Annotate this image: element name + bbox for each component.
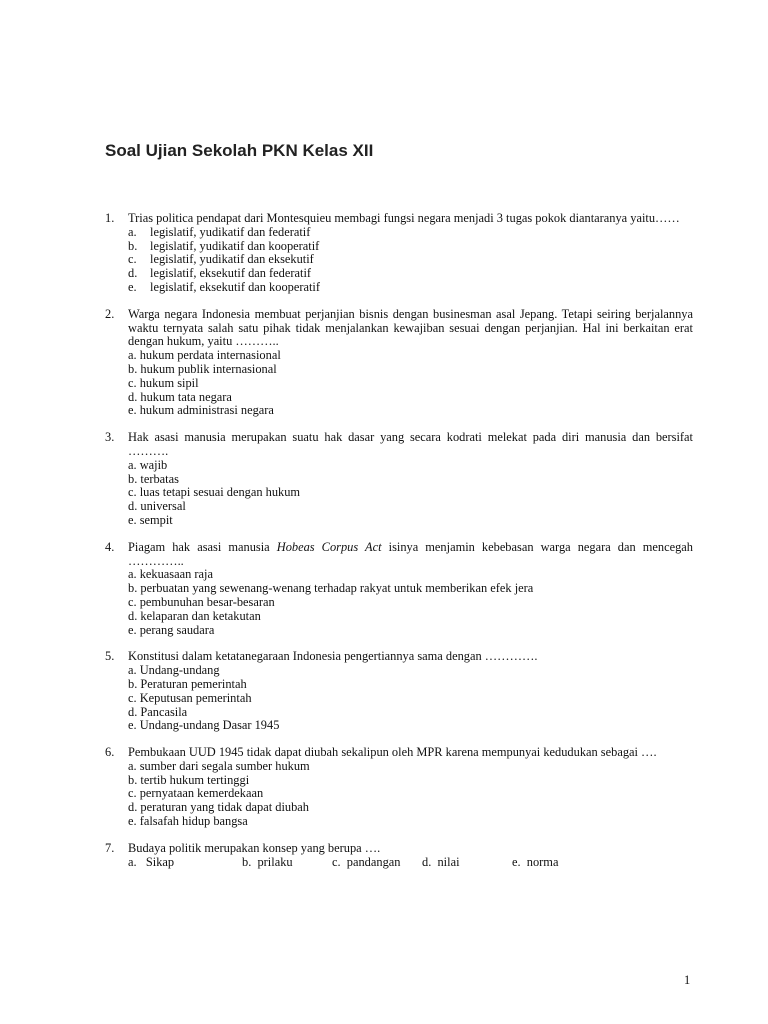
answer-option: d. peraturan yang tidak dapat diubah: [128, 800, 309, 815]
question-text-end: isinya menjamin kebebasan warga negara dan mencegah …………..: [128, 539, 694, 568]
answer-option: e. falsafah hidup bangsa: [128, 814, 248, 829]
answer-option: a. sumber dari segala sumber hukum: [128, 758, 310, 773]
answer-option: b. tertib hukum tertinggi: [128, 772, 250, 787]
answer-option: c. pernyataan kemerdekaan: [128, 786, 264, 801]
option-label: c.: [128, 252, 137, 267]
answer-option: e. perang saudara: [128, 622, 215, 637]
answer-option: c. pandangan: [332, 854, 401, 869]
answer-option: c. luas tetapi sesuai dengan hukum: [128, 485, 301, 500]
answer-option: b. perbuatan yang sewenang-wenang terhadap rakyat untuk memberikan efek jera: [128, 581, 534, 596]
question-number: 7.: [105, 840, 115, 855]
answer-option: c. Keputusan pemerintah: [128, 690, 252, 705]
answer-option: c. pembunuhan besar-besaran: [128, 594, 275, 609]
answer-option: d. hukum tata negara: [128, 389, 232, 404]
answer-options-row: [128, 856, 693, 870]
answer-option: [128, 253, 693, 267]
answer-option: e. norma: [512, 854, 559, 869]
answer-option: a. kekuasaan raja: [128, 567, 213, 582]
option-label: d.: [128, 266, 138, 281]
question-list: [105, 212, 693, 882]
question-text: Warga negara Indonesia membuat perjanjian bisnis dengan businesman asal Jepang. Tetapi seiring berjalannya waktu ternyata salah satu pihak tidak menjalankan kewajiban sesuai dengan perjanjian. Hal ini berkaitan erat dengan hukum, yaitu ………..: [128, 306, 693, 349]
question-text-start: Piagam hak asasi manusia: [128, 539, 277, 554]
question-number: 4.: [105, 539, 115, 554]
question-number: 3.: [105, 430, 115, 445]
option-text: legislatif, eksekutif dan federatif: [150, 266, 312, 281]
answer-option: b. Peraturan pemerintah: [128, 676, 247, 691]
answer-option: [128, 226, 693, 240]
answer-option: [128, 281, 693, 295]
question-5: [105, 650, 693, 733]
answer-option: [128, 240, 693, 254]
answer-option: c. hukum sipil: [128, 375, 199, 390]
answer-option: [128, 267, 693, 281]
question-text: Hak asasi manusia merupakan suatu hak dasar yang secara kodrati melekat pada diri manusia dan bersifat ……….: [128, 430, 693, 458]
question-text: Budaya politik merupakan konsep yang berupa ….: [128, 840, 381, 855]
answer-option: a. Sikap: [128, 854, 175, 869]
option-label: a.: [128, 224, 137, 239]
answer-option: d. Pancasila: [128, 704, 188, 719]
question-1: [105, 212, 693, 295]
answer-option: a. hukum perdata internasional: [128, 348, 281, 363]
answer-option: d. kelaparan dan ketakutan: [128, 608, 261, 623]
question-text: [128, 541, 693, 569]
page-number: 1: [684, 973, 691, 987]
answer-option: a. wajib: [128, 457, 168, 472]
answer-option: e. Undang-undang Dasar 1945: [128, 718, 280, 733]
question-3: [105, 431, 693, 528]
question-number: 2.: [105, 306, 115, 321]
option-text: legislatif, eksekutif dan kooperatif: [150, 279, 320, 294]
answer-option: d. nilai: [422, 854, 460, 869]
option-text: legislatif, yudikatif dan federatif: [150, 224, 311, 239]
answer-option: e. hukum administrasi negara: [128, 403, 274, 418]
italic-term: Hobeas Corpus Act: [276, 539, 382, 554]
question-number: 5.: [105, 649, 115, 664]
answer-option: b. hukum publik internasional: [128, 361, 277, 376]
answer-option: e. sempit: [128, 512, 173, 527]
answer-option: a. Undang-undang: [128, 663, 220, 678]
option-text: legislatif, yudikatif dan kooperatif: [150, 238, 320, 253]
question-6: [105, 746, 693, 829]
answer-option: d. universal: [128, 499, 186, 514]
option-label: e.: [128, 279, 137, 294]
question-7: [105, 842, 693, 870]
question-text: Konstitusi dalam ketatanegaraan Indonesia pengertiannya sama dengan ………….: [128, 649, 538, 664]
question-4: [105, 541, 693, 638]
option-text: legislatif, yudikatif dan eksekutif: [150, 252, 314, 267]
question-2: [105, 308, 693, 418]
question-text: Pembukaan UUD 1945 tidak dapat diubah sekalipun oleh MPR karena mempunyai kedudukan sebagai ….: [128, 745, 657, 760]
answer-option: b. prilaku: [242, 854, 293, 869]
option-label: b.: [128, 238, 138, 253]
document-title: Soal Ujian Sekolah PKN Kelas XII: [105, 141, 374, 160]
answer-option: b. terbatas: [128, 471, 179, 486]
question-text: Trias politica pendapat dari Montesquieu membagi fungsi negara menjadi 3 tugas pokok diantaranya yaitu……: [128, 211, 680, 225]
question-number: 6.: [105, 745, 115, 760]
question-number: 1.: [105, 211, 115, 225]
